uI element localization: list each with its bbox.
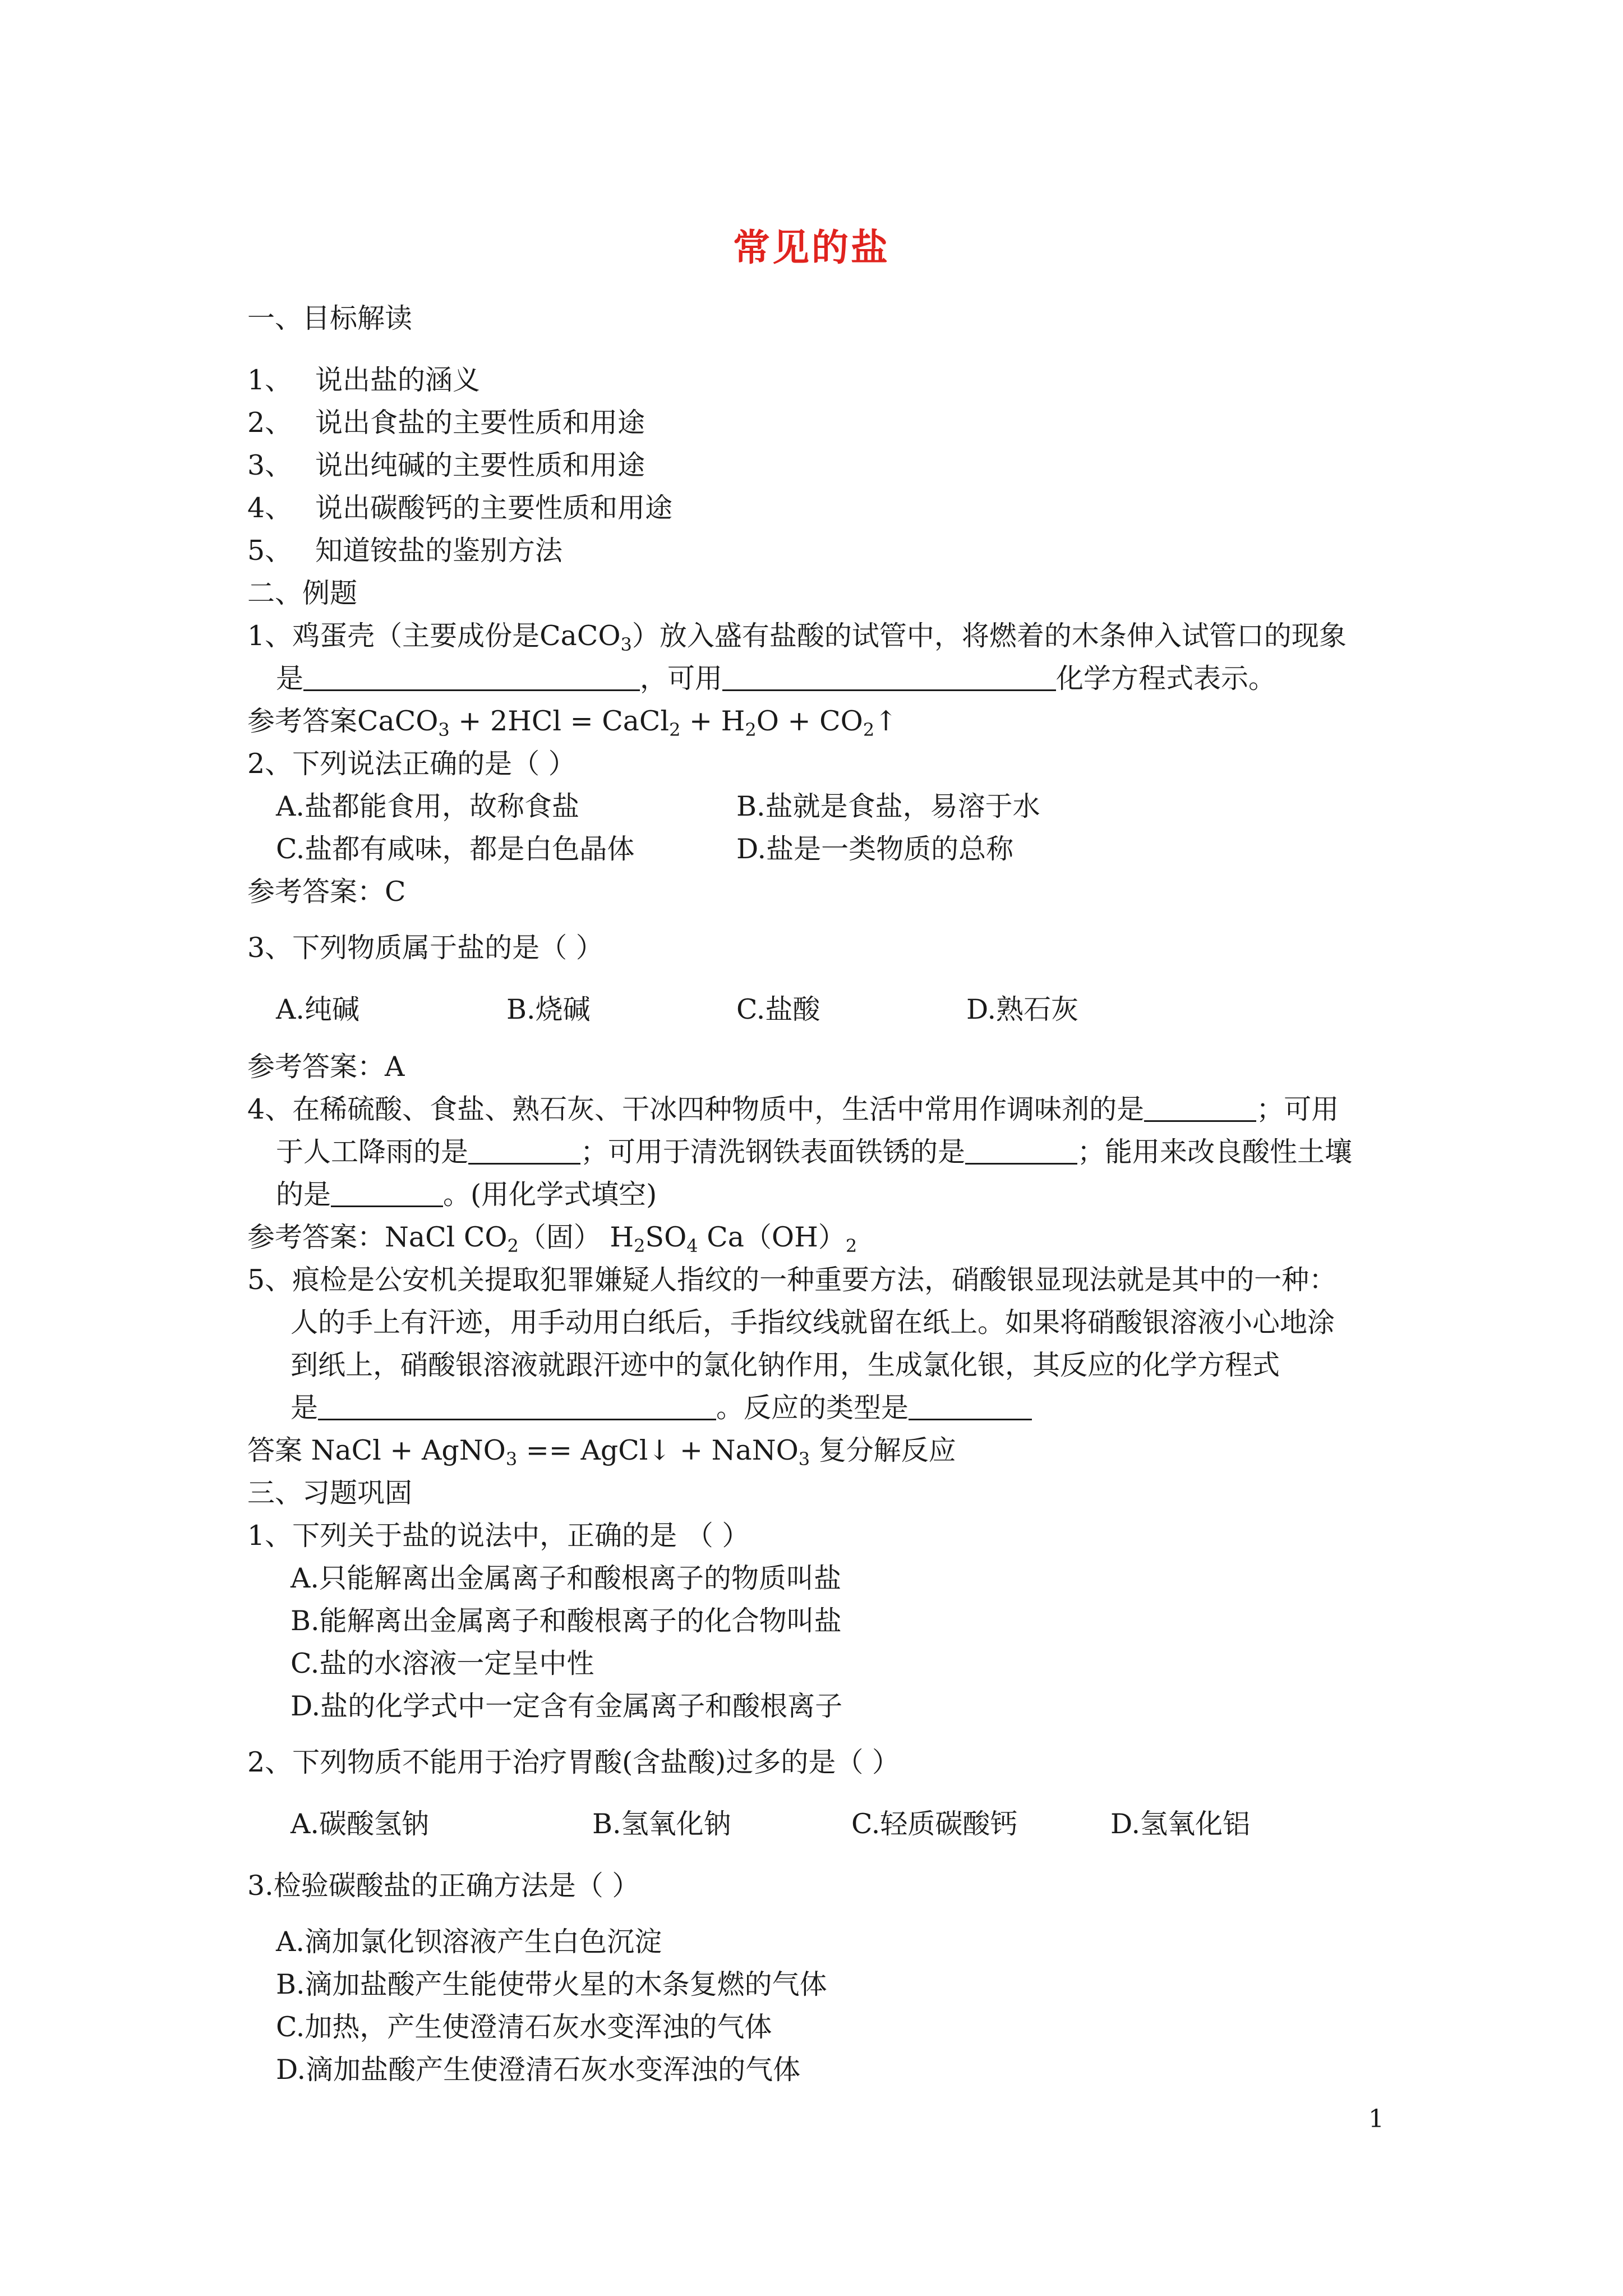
exercise-q1-stem: 1、下列关于盐的说法中，正确的是 （ ） xyxy=(247,1520,750,1552)
option-d: D.盐的化学式中一定含有金属离子和酸根离子 xyxy=(291,1690,843,1722)
goal-num: 3、 xyxy=(247,449,293,481)
example-q3-answer: 参考答案：A xyxy=(247,1051,405,1083)
example-q2-answer: 参考答案：C xyxy=(247,876,406,908)
example-q5-line3: 到纸上，硝酸银溶液就跟汗迹中的氯化钠作用，生成氯化银，其反应的化学方程式 xyxy=(291,1349,1280,1381)
example-q4-line1: 4、在稀硫酸、食盐、熟石灰、干冰四种物质中，生活中常用作调味剂的是 ；可用 xyxy=(247,1093,1339,1125)
option-c: C.盐的水溶液一定呈中性 xyxy=(291,1648,594,1680)
example-q3-stem: 3、下列物质属于盐的是（ ） xyxy=(247,932,603,964)
example-q1-line2: 是 ，可用 化学方程式表示。 xyxy=(276,662,1276,694)
answer-blank xyxy=(1144,1096,1256,1122)
option-c: C.盐酸 xyxy=(736,993,820,1025)
goal-text: 说出碳酸钙的主要性质和用途 xyxy=(315,492,673,524)
option-a: A.纯碱 xyxy=(276,993,359,1025)
answer-blank xyxy=(331,1181,443,1207)
option-d: D.盐是一类物质的总称 xyxy=(736,833,1014,865)
goal-text: 知道铵盐的鉴别方法 xyxy=(315,535,563,567)
option-b: B.烧碱 xyxy=(506,993,591,1025)
section-heading-exercises: 三、习题巩固 xyxy=(247,1477,413,1509)
goal-text: 说出食盐的主要性质和用途 xyxy=(315,407,645,439)
option-d: D.氢氧化铝 xyxy=(1110,1808,1251,1840)
option-d: D.滴加盐酸产生使澄清石灰水变浑浊的气体 xyxy=(276,2054,801,2086)
goal-num: 5、 xyxy=(247,535,293,567)
example-q1-line1: 1、鸡蛋壳（主要成份是CaCO$_3$）放入盛有盐酸的试管中，将燃着的木条伸入试管口的现象 xyxy=(247,620,1347,655)
answer-blank xyxy=(909,1394,1032,1420)
option-c: C.加热，产生使澄清石灰水变浑浊的气体 xyxy=(276,2011,772,2043)
example-q4-line3: 的是 。(用化学式填空) xyxy=(276,1179,657,1211)
option-a: A.滴加氯化钡溶液产生白色沉淀 xyxy=(276,1926,662,1958)
goal-text: 说出纯碱的主要性质和用途 xyxy=(315,449,645,481)
example-q4-line2: 于人工降雨的是 ；可用于清洗钢铁表面铁锈的是 ；能用来改良酸性土壤 xyxy=(276,1136,1353,1168)
exercise-q2-stem: 2、下列物质不能用于治疗胃酸(含盐酸)过多的是（ ） xyxy=(247,1746,900,1778)
section-heading-examples: 二、例题 xyxy=(247,577,358,609)
answer-blank xyxy=(722,665,1056,691)
option-b: B.氢氧化钠 xyxy=(592,1808,731,1840)
example-q5-line4: 是 。反应的类型是 xyxy=(291,1391,1032,1425)
goal-num: 2、 xyxy=(247,407,293,439)
answer-blank xyxy=(468,1138,580,1165)
goal-text: 说出盐的涵义 xyxy=(315,364,481,396)
page-title: 常见的盐 xyxy=(733,226,890,269)
goal-num: 4、 xyxy=(247,492,293,524)
option-c: C.盐都有咸味，都是白色晶体 xyxy=(276,833,635,865)
example-q4-answer: 参考答案：NaCl $CO_2$（固） $H_2SO_4$ $Ca(OH)_2$ xyxy=(247,1221,857,1257)
option-a: A.盐都能食用，故称食盐 xyxy=(276,790,579,822)
option-b: B.盐就是食盐，易溶于水 xyxy=(736,790,1040,822)
section-heading-goals: 一、目标解读 xyxy=(247,302,413,334)
option-a: A.只能解离出金属离子和酸根离子的物质叫盐 xyxy=(291,1562,841,1594)
option-b: B.能解离出金属离子和酸根离子的化合物叫盐 xyxy=(291,1605,842,1637)
example-q1-answer: 参考答案CaCO$_3$ + 2HCl = CaCl$_2$ + $H_2O$ + $CO_2↑$ xyxy=(247,705,898,740)
example-q5-line1: 5、痕检是公安机关提取犯罪嫌疑人指纹的一种重要方法，硝酸银显现法就是其中的一种： xyxy=(247,1264,1337,1296)
option-c: C.轻质碳酸钙 xyxy=(851,1808,1018,1840)
option-d: D.熟石灰 xyxy=(966,993,1079,1025)
answer-blank xyxy=(965,1138,1077,1165)
option-a: A.碳酸氢钠 xyxy=(291,1808,429,1840)
goal-num: 1、 xyxy=(247,364,293,396)
answer-blank xyxy=(318,1394,716,1420)
example-q5-answer: 答案 NaCl + AgNO$_3$ == AgCl↓ + NaNO$_3$ 复分解反应 xyxy=(247,1434,956,1470)
example-q5-line2: 人的手上有汗迹，用手动用白纸后，手指纹线就留在纸上。如果将硝酸银溶液小心地涂 xyxy=(291,1306,1335,1338)
option-b: B.滴加盐酸产生能使带火星的木条复燃的气体 xyxy=(276,1968,827,2000)
exercise-q3-stem: 3.检验碳酸盐的正确方法是（ ） xyxy=(247,1870,640,1902)
answer-blank xyxy=(303,665,640,691)
example-q2-stem: 2、下列说法正确的是（ ） xyxy=(247,748,576,780)
page-number: 1 xyxy=(1368,2105,1384,2133)
